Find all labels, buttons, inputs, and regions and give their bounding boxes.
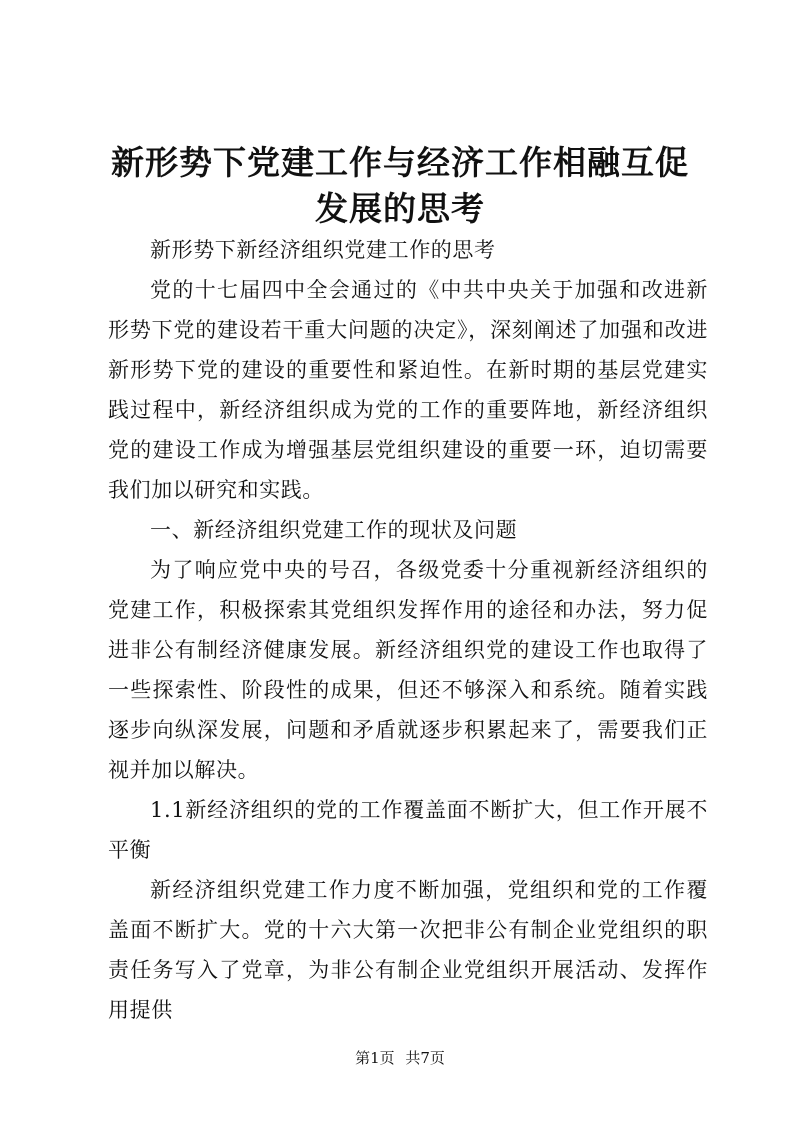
page-total: 共7页 — [405, 1049, 445, 1067]
paragraph-coverage: 新经济组织党建工作力度不断加强，党组织和党的工作覆盖面不断扩大。党的十六大第一次把非公有制企业党组织的职责任务写入了党章，为非公有制企业党组织开展活动、发挥作用提供 — [108, 878, 708, 1022]
paragraph-intro: 党的十七届四中全会通过的《中共中央关于加强和改进新形势下党的建设若干重大问题的决定》，深刻阐述了加强和改进新形势下党的建设的重要性和紧迫性。在新时期的基层党建实践过程中，新经济组织成为党的工作的重要阵地，新经济组织党的建设工作成为增强基层党组织建设的重要一环，迫切需要我们加以研究和实践。 — [108, 278, 708, 502]
document-title: 新形势下党建工作与经济工作相融互促发展的思考 — [111, 143, 689, 228]
page-footer — [0, 1048, 800, 1068]
document-body — [108, 230, 708, 1030]
paragraph-status: 为了响应党中央的号召，各级党委十分重视新经济组织的党建工作，积极探索其党组织发挥作用的途径和办法，努力促进非公有制经济健康发展。新经济组织党的建设工作也取得了一些探索性、阶段性的成果，但还不够深入和系统。随着实践逐步向纵深发展，问题和矛盾就逐步积累起来了，需要我们正视并加以解决。 — [108, 558, 708, 782]
subsection-heading: 1.1新经济组织的党的工作覆盖面不断扩大，但工作开展不平衡 — [108, 798, 708, 862]
page-number: 第1页 — [355, 1049, 395, 1067]
section-heading: 一、新经济组织党建工作的现状及问题 — [150, 518, 518, 542]
paragraph-subtitle: 新形势下新经济组织党建工作的思考 — [150, 238, 496, 262]
